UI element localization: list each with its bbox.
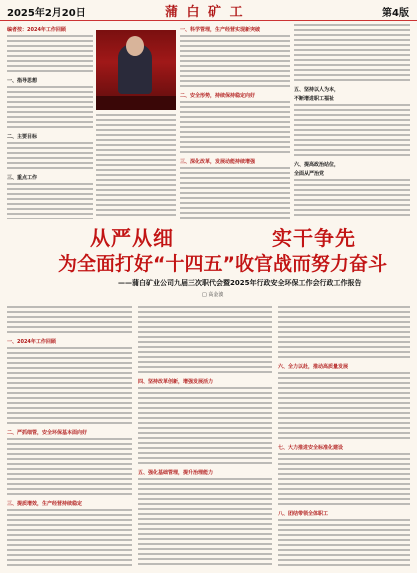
lower-middle-column bbox=[138, 306, 272, 568]
section-heading: 一、2024年工作回顾 bbox=[7, 339, 56, 345]
section-heading: 三、深化改革，发展动能持续增强 bbox=[180, 159, 256, 165]
headline-subtitle: ——蒲白矿业公司九届三次职代会暨2025年行政安全环保工作会行政工作报告 bbox=[118, 279, 362, 287]
body-text-block bbox=[7, 142, 93, 172]
top-right-column bbox=[294, 24, 410, 219]
headline-block bbox=[20, 222, 400, 304]
page-header bbox=[0, 0, 417, 21]
section-heading: 三、提质增效，生产经营持续稳定 bbox=[7, 501, 83, 507]
section-heading: 二、主要目标 bbox=[7, 134, 38, 140]
section-heading: 二、安全形势，持续保持稳定向好 bbox=[180, 93, 256, 99]
section-heading: 六、提高政治站位， bbox=[294, 162, 340, 168]
section-heading: 八、团结带领全体职工 bbox=[278, 511, 329, 517]
section-heading: 不断增进职工福祉 bbox=[294, 96, 335, 102]
body-text-block bbox=[180, 101, 290, 156]
body-text-block bbox=[294, 104, 410, 159]
headline-title: 为全面打好“十四五”收官战而努力奋斗 bbox=[58, 253, 387, 275]
speaker-head bbox=[126, 36, 144, 56]
podium bbox=[96, 96, 176, 110]
section-heading: 七、大力推进安全标准化建设 bbox=[278, 445, 344, 451]
byline: □ 高金波 bbox=[202, 292, 224, 298]
body-text-block bbox=[294, 179, 410, 219]
body-text-block bbox=[278, 306, 410, 361]
top-middle-column bbox=[180, 24, 290, 219]
body-text-block bbox=[7, 86, 93, 131]
body-text-block bbox=[7, 35, 93, 75]
body-text-block bbox=[278, 519, 410, 568]
body-text-block bbox=[7, 306, 132, 336]
section-heading: 五、坚持以人为本， bbox=[294, 87, 340, 93]
body-text-block bbox=[7, 347, 132, 427]
section-heading: 六、全力以赴，推动高质量发展 bbox=[278, 364, 349, 370]
body-text-block bbox=[180, 167, 290, 219]
section-heading: 二、严抓细管，安全环保基本面向好 bbox=[7, 430, 88, 436]
body-text-block bbox=[294, 24, 410, 84]
section-heading: 四、坚持改革创新，增强发展活力 bbox=[138, 379, 214, 385]
body-text-block bbox=[138, 387, 272, 467]
body-text-block bbox=[7, 438, 132, 498]
section-heading: 三、重点工作 bbox=[7, 175, 38, 181]
section-heading: 一、指导思想 bbox=[7, 78, 38, 84]
lead-heading: 编者按：2024年工作回顾 bbox=[7, 27, 66, 33]
section-heading: 一、科学管理，生产经营实现新突破 bbox=[180, 27, 261, 33]
body-text-block bbox=[278, 453, 410, 508]
masthead: 蒲 白 矿 工 bbox=[165, 5, 245, 20]
section-heading: 全面从严治党 bbox=[294, 171, 325, 177]
mid-left-column bbox=[96, 114, 176, 219]
top-left-column bbox=[7, 24, 93, 219]
body-text-block bbox=[138, 306, 272, 376]
headline-kicker-right: 实干争先 bbox=[272, 226, 356, 250]
body-text-block bbox=[7, 509, 132, 568]
body-text-block bbox=[138, 478, 272, 568]
headline-kicker-left: 从严从细 bbox=[90, 226, 174, 250]
lower-left-column bbox=[7, 306, 132, 568]
issue-date: 2025年2月20日 bbox=[7, 8, 86, 19]
body-text-block bbox=[180, 35, 290, 90]
lower-right-column bbox=[278, 306, 410, 568]
page-number: 第4版 bbox=[382, 8, 409, 19]
body-text-block bbox=[96, 114, 176, 219]
body-text-block bbox=[278, 372, 410, 442]
speaker-photo bbox=[96, 30, 176, 110]
body-text-block bbox=[7, 183, 93, 219]
section-heading: 五、强化基础管理，提升治理能力 bbox=[138, 470, 214, 476]
